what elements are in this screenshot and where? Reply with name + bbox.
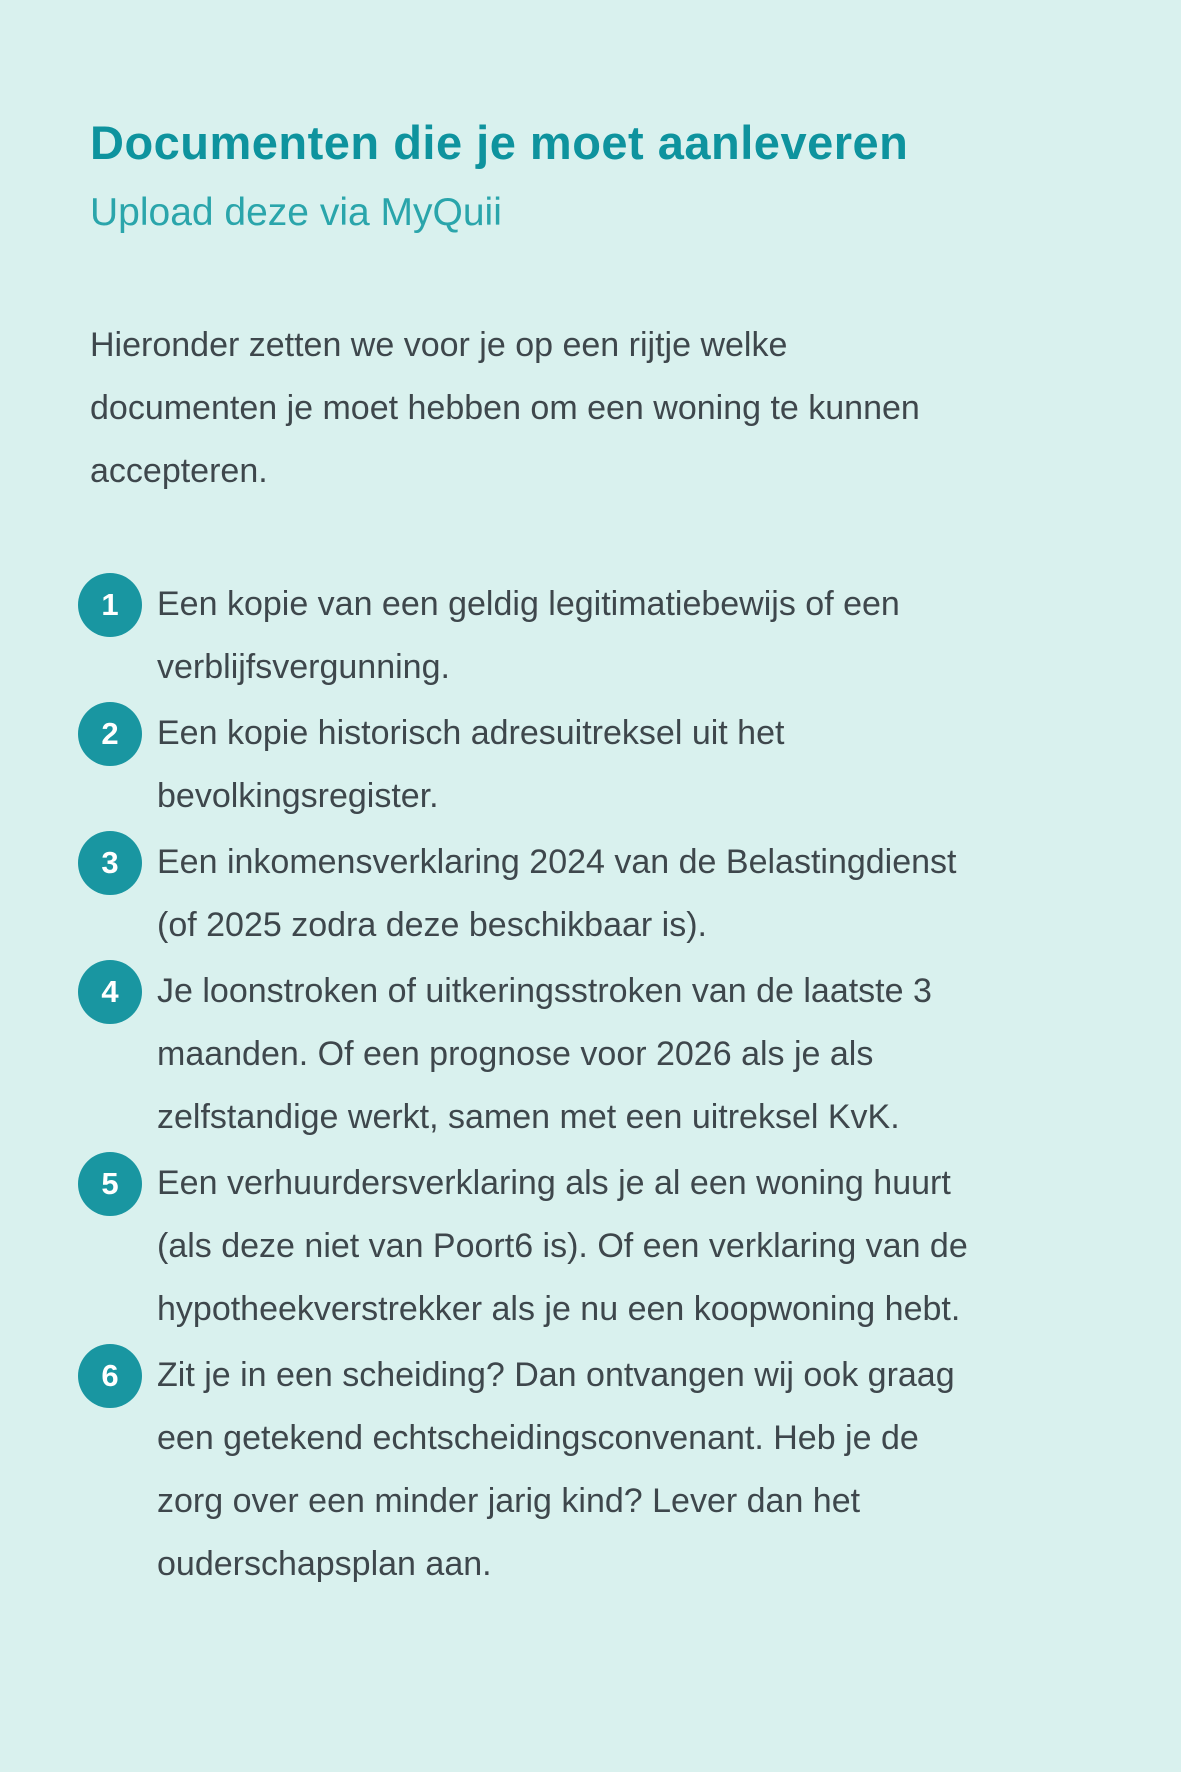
- item-number-badge: 6: [78, 1344, 142, 1408]
- list-item: [78, 1152, 1095, 1341]
- list-item: [78, 573, 1095, 699]
- item-text: Je loonstroken of uitkeringsstroken van de laatste 3 maanden. Of een prognose voor 2026 als je als zelfstandige werkt, samen met een uitreksel KvK.: [157, 972, 932, 1137]
- item-text: Een verhuurdersverklaring als je al een woning huurt (als deze niet van Poort6 is). Of een verklaring van de hypotheekverstrekker als je nu een koopwoning hebt.: [157, 1164, 968, 1329]
- list-item: [78, 831, 1095, 957]
- item-text: Zit je in een scheiding? Dan ontvangen wij ook graag een getekend echtscheidingsconvenant. Heb je de zorg over een minder jarig kind? Lever dan het ouderschapsplan aan.: [157, 1356, 955, 1584]
- item-text: Een kopie historisch adresuitreksel uit het bevolkingsregister.: [157, 714, 785, 816]
- item-number-badge: 5: [78, 1152, 142, 1216]
- item-number-badge: 4: [78, 960, 142, 1024]
- item-number-badge: 2: [78, 702, 142, 766]
- list-item: [78, 960, 1095, 1149]
- intro-text: Hieronder zetten we voor je op een rijtje welke documenten je moet hebben om een woning te kunnen accepteren.: [90, 326, 920, 491]
- page-subtitle: Upload deze via MyQuii: [90, 191, 502, 235]
- list-item: [78, 702, 1095, 828]
- document-list: [90, 573, 1095, 1596]
- page-header: [90, 118, 1095, 234]
- item-text: Een inkomensverklaring 2024 van de Belastingdienst (of 2025 zodra deze beschikbaar is).: [157, 843, 957, 945]
- list-item: [78, 1344, 1095, 1596]
- page-title: Documenten die je moet aanleveren: [90, 116, 909, 169]
- item-text: Een kopie van een geldig legitimatiebewijs of een verblijfsvergunning.: [157, 585, 900, 687]
- item-number-badge: 1: [78, 573, 142, 637]
- item-number-badge: 3: [78, 831, 142, 895]
